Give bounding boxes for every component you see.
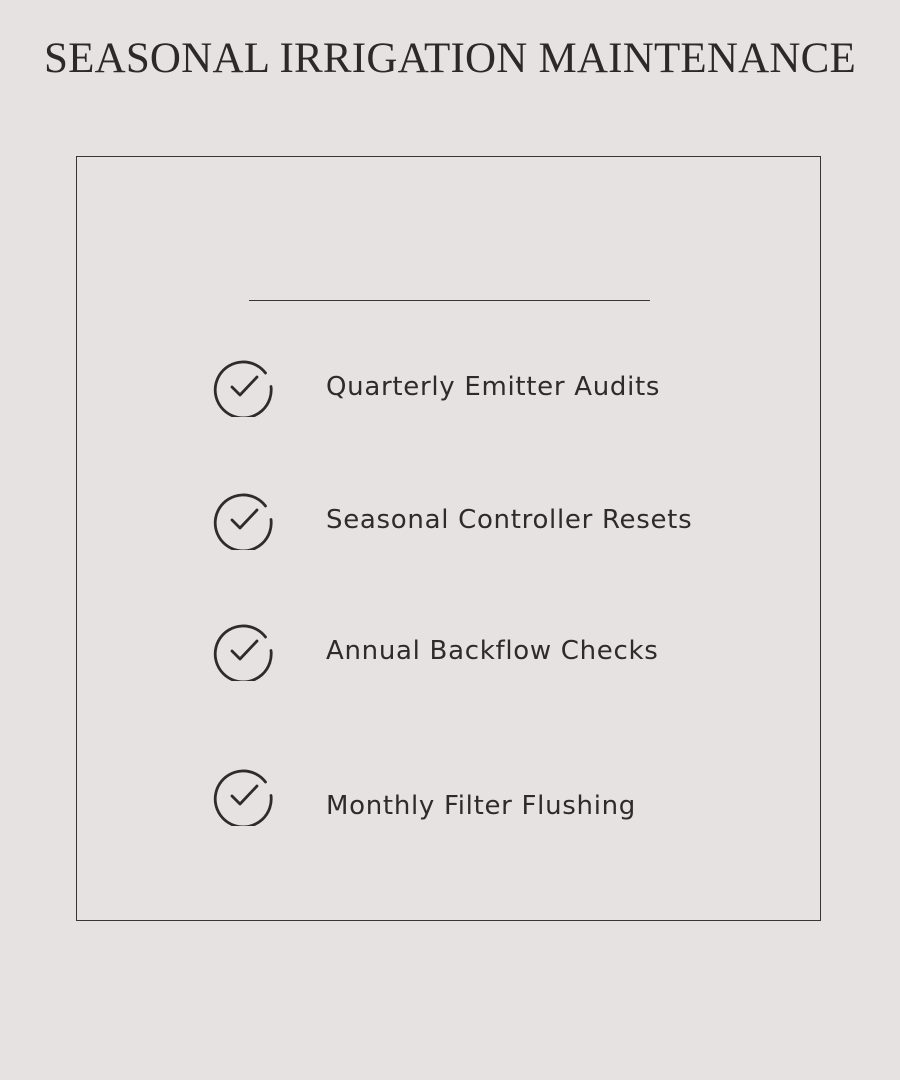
check-circle-icon [213,620,274,681]
page-title: SEASONAL IRRIGATION MAINTENANCE [43,35,856,82]
check-circle-icon [213,765,274,826]
divider-line [249,300,650,301]
checklist-item-controller-resets [213,489,733,551]
checklist-item-filter-flushing [213,765,733,827]
checklist-item-emitter-audits [213,356,733,418]
checklist-item-label: Monthly Filter Flushing [326,791,637,821]
check-circle-icon [213,356,274,417]
checklist-item-label: Quarterly Emitter Audits [326,372,661,402]
checklist-item-backflow-checks [213,620,733,682]
checklist-item-label: Annual Backflow Checks [326,636,659,666]
checklist-item-label: Seasonal Controller Resets [326,505,693,535]
check-circle-icon [213,489,274,550]
